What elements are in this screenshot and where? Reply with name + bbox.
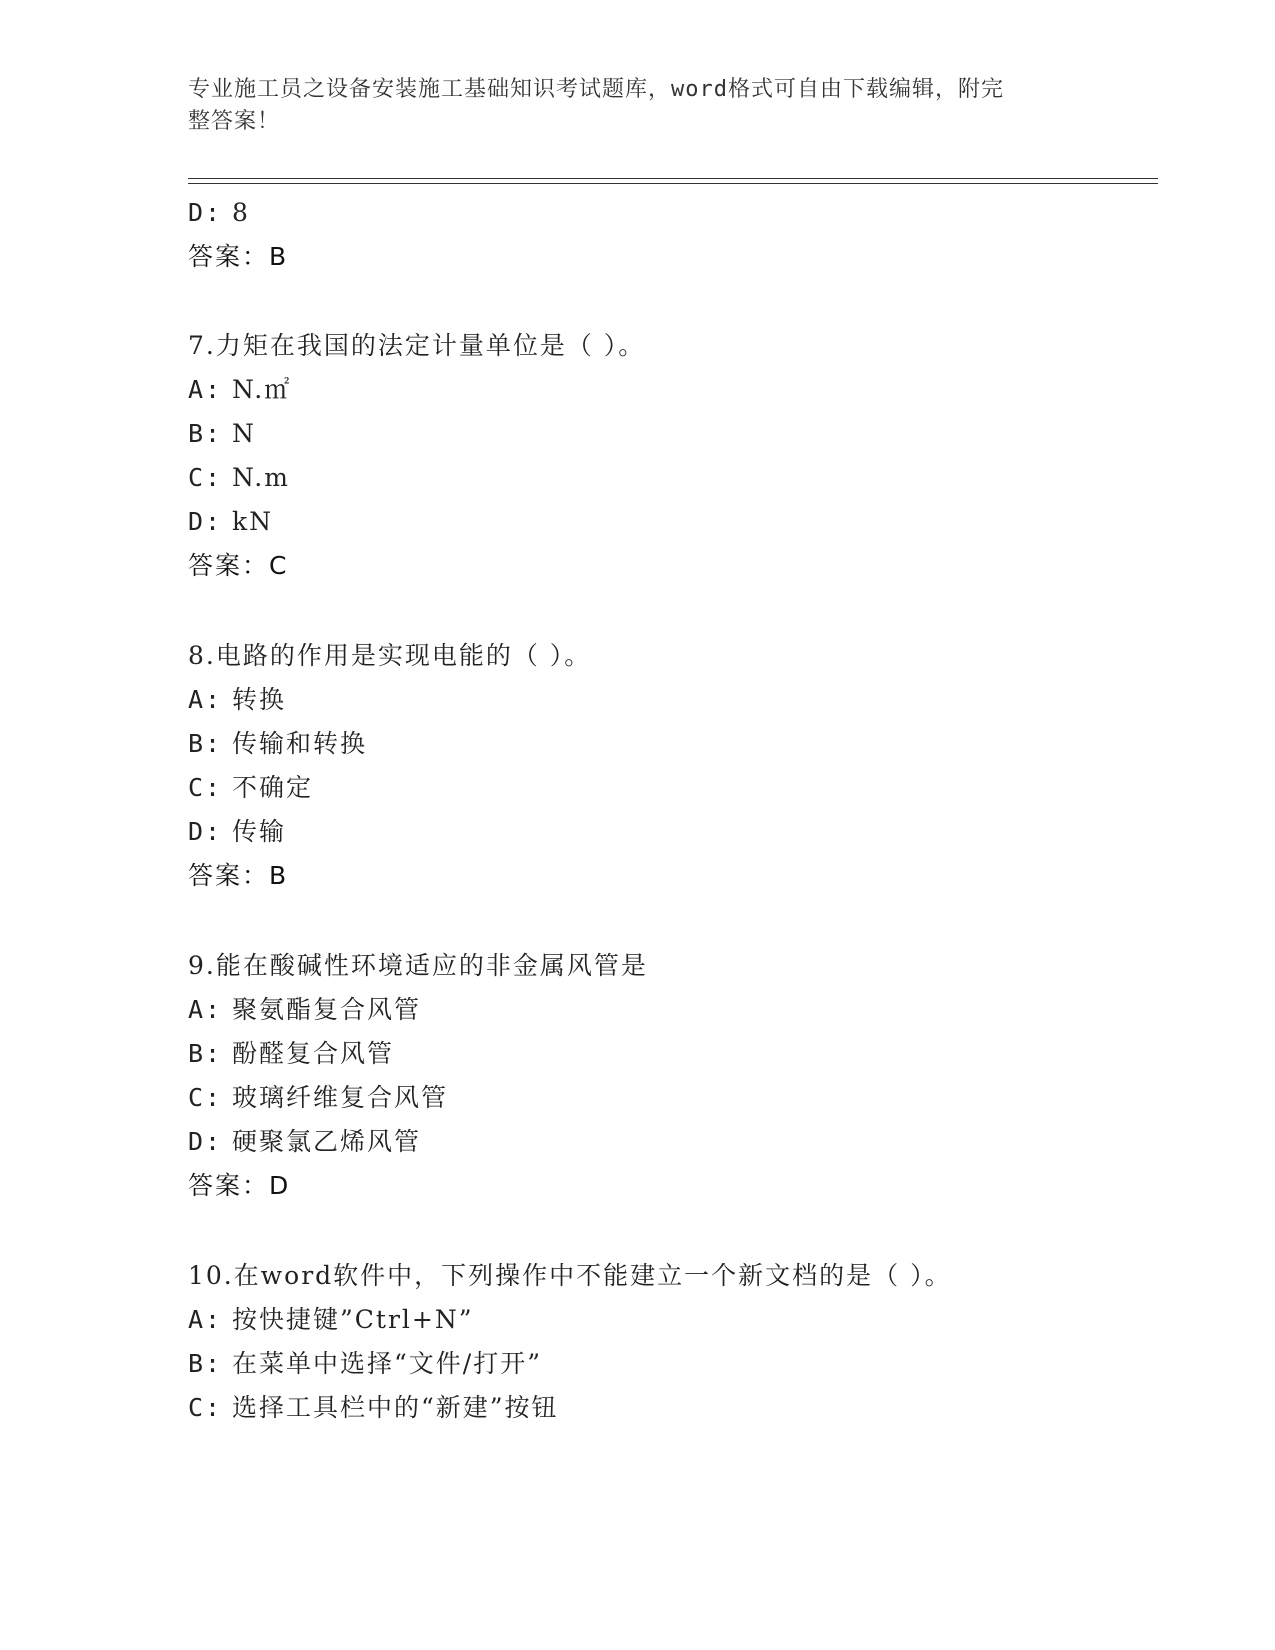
- option-text: 酚醛复合风管: [232, 1039, 395, 1068]
- option-key: A:: [188, 375, 223, 404]
- question-8-answer: 答案：B: [188, 861, 289, 890]
- question-7-option-a: [188, 374, 291, 406]
- question-10-option-c: [188, 1392, 559, 1424]
- option-key: B:: [188, 1349, 223, 1378]
- prev-option-d: [188, 197, 250, 229]
- option-text: 转换: [232, 685, 287, 714]
- option-text: 硬聚氯乙烯风管: [232, 1127, 422, 1156]
- option-key: C:: [188, 1083, 223, 1112]
- option-text: 在菜单中选择“文件/打开”: [232, 1349, 542, 1378]
- question-7-option-d: [188, 506, 273, 538]
- option-key: D:: [188, 1127, 223, 1156]
- question-9-option-d: [188, 1126, 421, 1158]
- option-text: 玻璃纤维复合风管: [232, 1083, 449, 1112]
- header-line-2: 整答案！: [188, 109, 281, 134]
- option-key: A:: [188, 685, 223, 714]
- option-text: N.m: [232, 463, 290, 492]
- question-8-option-c: [188, 772, 313, 804]
- option-key: C:: [188, 463, 223, 492]
- question-9-answer: 答案：D: [188, 1171, 291, 1200]
- option-key: C:: [188, 1393, 223, 1422]
- header-divider-bottom: [188, 183, 1158, 184]
- option-key: A:: [188, 1305, 223, 1334]
- question-9-option-b: [188, 1038, 394, 1070]
- question-8-title: 8.电路的作用是实现电能的（ ）。: [188, 641, 592, 670]
- prev-answer: 答案：B: [188, 242, 289, 271]
- option-text: N: [232, 419, 256, 448]
- option-text: kN: [232, 507, 274, 536]
- option-key: A:: [188, 995, 223, 1024]
- question-7-title: 7.力矩在我国的法定计量单位是（ ）。: [188, 331, 646, 360]
- option-text: 选择工具栏中的“新建”按钮: [232, 1393, 559, 1422]
- option-key: D:: [188, 507, 223, 536]
- header-divider-top: [188, 178, 1158, 179]
- question-8-option-d: [188, 816, 286, 848]
- question-7-answer: 答案：C: [188, 551, 289, 580]
- question-9-option-a: [188, 994, 421, 1026]
- option-text: 传输: [232, 817, 287, 846]
- option-key: B:: [188, 419, 223, 448]
- option-key: B:: [188, 729, 223, 758]
- option-key: B:: [188, 1039, 223, 1068]
- question-10-option-b: [188, 1348, 542, 1380]
- option-text: N.㎡: [232, 375, 292, 404]
- option-text: 8: [232, 198, 250, 227]
- question-9-option-c: [188, 1082, 448, 1114]
- option-key: D:: [188, 198, 223, 227]
- option-text: 传输和转换: [232, 729, 368, 758]
- option-text: 按快捷键”Ctrl+N”: [232, 1305, 474, 1334]
- question-9-title: 9.能在酸碱性环境适应的非金属风管是: [188, 951, 648, 980]
- option-text: 不确定: [232, 773, 314, 802]
- question-8-option-b: [188, 728, 367, 760]
- question-8-option-a: [188, 684, 286, 716]
- question-7-option-c: [188, 462, 290, 494]
- question-7-option-b: [188, 418, 256, 450]
- option-key: C:: [188, 773, 223, 802]
- header-line-1: 专业施工员之设备安装施工基础知识考试题库，word格式可自由下载编辑，附完: [188, 77, 1004, 102]
- document-header: [188, 74, 1068, 138]
- question-10-title: 10.在word软件中，下列操作中不能建立一个新文档的是（ ）。: [188, 1261, 952, 1290]
- option-key: D:: [188, 817, 223, 846]
- question-10-option-a: [188, 1304, 474, 1336]
- option-text: 聚氨酯复合风管: [232, 995, 422, 1024]
